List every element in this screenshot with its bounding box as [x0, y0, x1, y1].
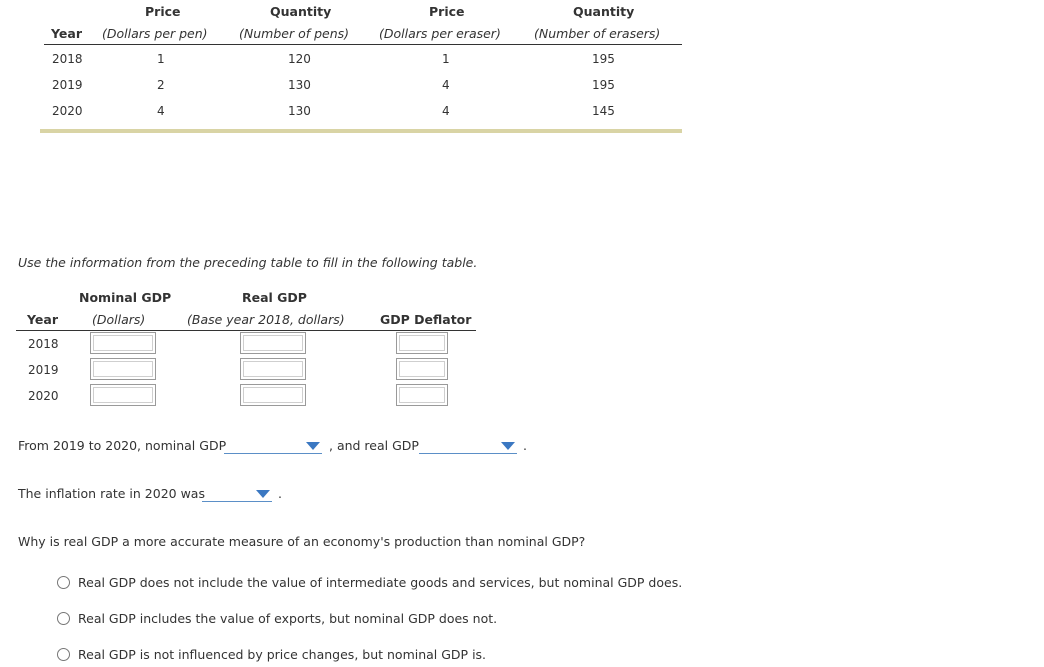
q2-suffix-text: . — [278, 486, 282, 501]
nominal-gdp-2019-input[interactable] — [90, 358, 156, 380]
header-real-gdp: Real GDP — [242, 290, 307, 305]
row-year: 2019 — [28, 363, 59, 377]
gdp-fill-in-table — [16, 285, 478, 410]
gdp-deflator-2019-input[interactable] — [396, 358, 448, 380]
gdp-deflator-2018-input[interactable] — [396, 332, 448, 354]
option-label[interactable]: Real GDP does not include the value of intermediate goods and services, but nominal GDP does. — [78, 575, 683, 590]
inflation-rate-dropdown[interactable] — [202, 487, 272, 502]
chevron-down-icon — [256, 490, 270, 498]
header-eraser-price-unit: (Dollars per eraser) — [379, 26, 501, 41]
row-year: 2020 — [52, 104, 83, 118]
q2-prefix-text: The inflation rate in 2020 was — [18, 486, 205, 501]
real-gdp-2019-input[interactable] — [240, 358, 306, 380]
q1-prefix-text: From 2019 to 2020, nominal GDP — [18, 438, 227, 453]
header-nominal-unit: (Dollars) — [92, 312, 146, 327]
eraser-qty-cell: 195 — [592, 52, 615, 66]
real-gdp-change-dropdown[interactable] — [419, 439, 517, 454]
real-gdp-2020-input[interactable] — [240, 384, 306, 406]
instruction-text: Use the information from the preceding table to fill in the following table. — [18, 255, 478, 270]
pen-qty-cell: 130 — [288, 78, 311, 92]
header-pen-qty-top: Quantity — [270, 4, 332, 19]
row-year: 2020 — [28, 389, 59, 403]
header-pen-price-unit: (Dollars per pen) — [102, 26, 208, 41]
eraser-qty-cell: 145 — [592, 104, 615, 118]
eraser-price-cell: 1 — [442, 52, 450, 66]
radio-button[interactable] — [57, 612, 70, 625]
nominal-gdp-2020-input[interactable] — [90, 384, 156, 406]
pen-price-cell: 1 — [157, 52, 165, 66]
price-quantity-table — [40, 0, 682, 134]
chevron-down-icon — [501, 442, 515, 450]
q1-suffix-text: . — [523, 438, 527, 453]
option-label[interactable]: Real GDP is not influenced by price changes, but nominal GDP is. — [78, 647, 487, 662]
option-label[interactable]: Real GDP includes the value of exports, but nominal GDP does not. — [78, 611, 498, 626]
nominal-gdp-change-dropdown[interactable] — [224, 439, 322, 454]
header-year: Year — [27, 312, 58, 327]
radio-button[interactable] — [57, 576, 70, 589]
header-pen-qty-unit: (Number of pens) — [239, 26, 350, 41]
gdp-deflator-2020-input[interactable] — [396, 384, 448, 406]
header-real-unit: (Base year 2018, dollars) — [187, 312, 345, 327]
header-eraser-qty-top: Quantity — [573, 4, 635, 19]
row-year: 2018 — [28, 337, 59, 351]
row-year: 2019 — [52, 78, 83, 92]
table-footer-bar — [40, 129, 682, 133]
nominal-gdp-2018-input[interactable] — [90, 332, 156, 354]
header-eraser-price-top: Price — [429, 4, 465, 19]
real-gdp-2018-input[interactable] — [240, 332, 306, 354]
pen-price-cell: 2 — [157, 78, 165, 92]
chevron-down-icon — [306, 442, 320, 450]
header-gdp-deflator: GDP Deflator — [380, 312, 472, 327]
radio-button[interactable] — [57, 648, 70, 661]
eraser-qty-cell: 195 — [592, 78, 615, 92]
header-divider — [16, 330, 476, 331]
pen-qty-cell: 120 — [288, 52, 311, 66]
row-year: 2018 — [52, 52, 83, 66]
header-divider — [44, 44, 682, 45]
header-nominal-gdp: Nominal GDP — [79, 290, 172, 305]
header-year: Year — [51, 26, 82, 41]
q1-middle-text: , and real GDP — [329, 438, 419, 453]
eraser-price-cell: 4 — [442, 78, 450, 92]
pen-price-cell: 4 — [157, 104, 165, 118]
header-pen-price-top: Price — [145, 4, 181, 19]
header-eraser-qty-unit: (Number of erasers) — [534, 26, 661, 41]
pen-qty-cell: 130 — [288, 104, 311, 118]
q3-question-text: Why is real GDP a more accurate measure of an economy's production than nominal GDP? — [18, 534, 586, 549]
eraser-price-cell: 4 — [442, 104, 450, 118]
